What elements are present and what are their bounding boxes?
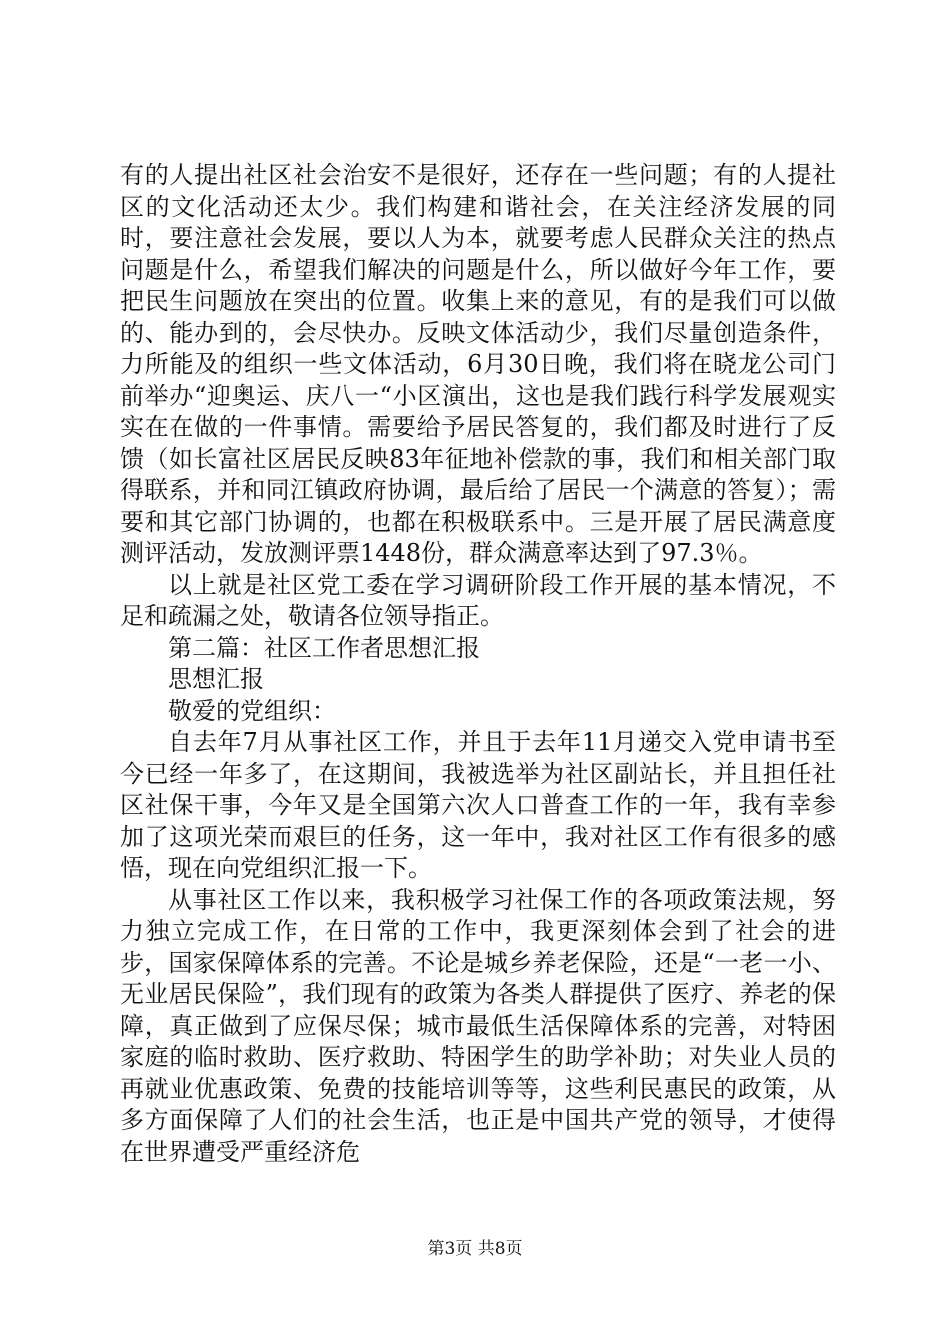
salutation: 敬爱的党组织：: [168, 696, 336, 725]
section-heading: 第二篇：社区工作者思想汇报: [168, 633, 480, 662]
paragraph-social-security: 从事社区工作以来，我积极学习社保工作的各项政策法规，努力独立完成工作，在日常的工作中，我更深刻体会到了社会的进步，国家保障体系的完善。不论是城乡养老保险，还是“一老一小、无业居民保险”，我们现有的政策为各类人群提供了医疗、养老的保障，真正做到了应保尽保；城市最低生活保障体系的完善，对特困家庭的临时救助、医疗救助、特困学生的助学补助；对失业人员的再就业优惠政策、免费的技能培训等等，这些利民惠民的政策，从多方面保障了人们的社会生活，也正是中国共产党的领导，才使得在世界遭受严重经济危: [120, 885, 836, 1166]
page-number-footer: 第3页 共8页: [427, 1239, 523, 1259]
paragraph-closing-summary: 以上就是社区党工委在学习调研阶段工作开展的基本情况，不足和疏漏之处，敬请各位领导指正。: [120, 570, 836, 630]
paragraph-intro: 自去年7月从事社区工作，并且于去年11月递交入党申请书至今已经一年多了，在这期间，我被选举为社区副站长，并且担任社区社保干事，今年又是全国第六次人口普查工作的一年，我有幸参加了这项光荣而艰巨的任务，这一年中，我对社区工作有很多的感悟，现在向党组织汇报一下。: [120, 728, 836, 882]
document-body: [120, 160, 836, 1168]
paragraph-community-work-continued: 有的人提出社区社会治安不是很好，还存在一些问题；有的人提社区的文化活动还太少。我们构建和谐社会，在关注经济发展的同时，要注意社会发展，要以人为本，就要考虑人民群众关注的热点问题是什么，希望我们解决的问题是什么，所以做好今年工作，要把民生问题放在突出的位置。收集上来的意见，有的是我们可以做的、能办到的，会尽快办。反映文体活动少，我们尽量创造条件，力所能及的组织一些文体活动，6月30日晚，我们将在晓龙公司门前举办“迎奥运、庆八一“小区演出，这也是我们践行科学发展观实实在在做的一件事情。需要给予居民答复的，我们都及时进行了反馈（如长富社区居民反映83年征地补偿款的事，我们和相关部门取得联系，并和同江镇政府协调，最后给了居民一个满意的答复）；需要和其它部门协调的，也都在积极联系中。三是开展了居民满意度测评活动，发放测评票1448份，群众满意率达到了97.3％。: [120, 161, 836, 567]
report-title: 思想汇报: [168, 665, 264, 693]
